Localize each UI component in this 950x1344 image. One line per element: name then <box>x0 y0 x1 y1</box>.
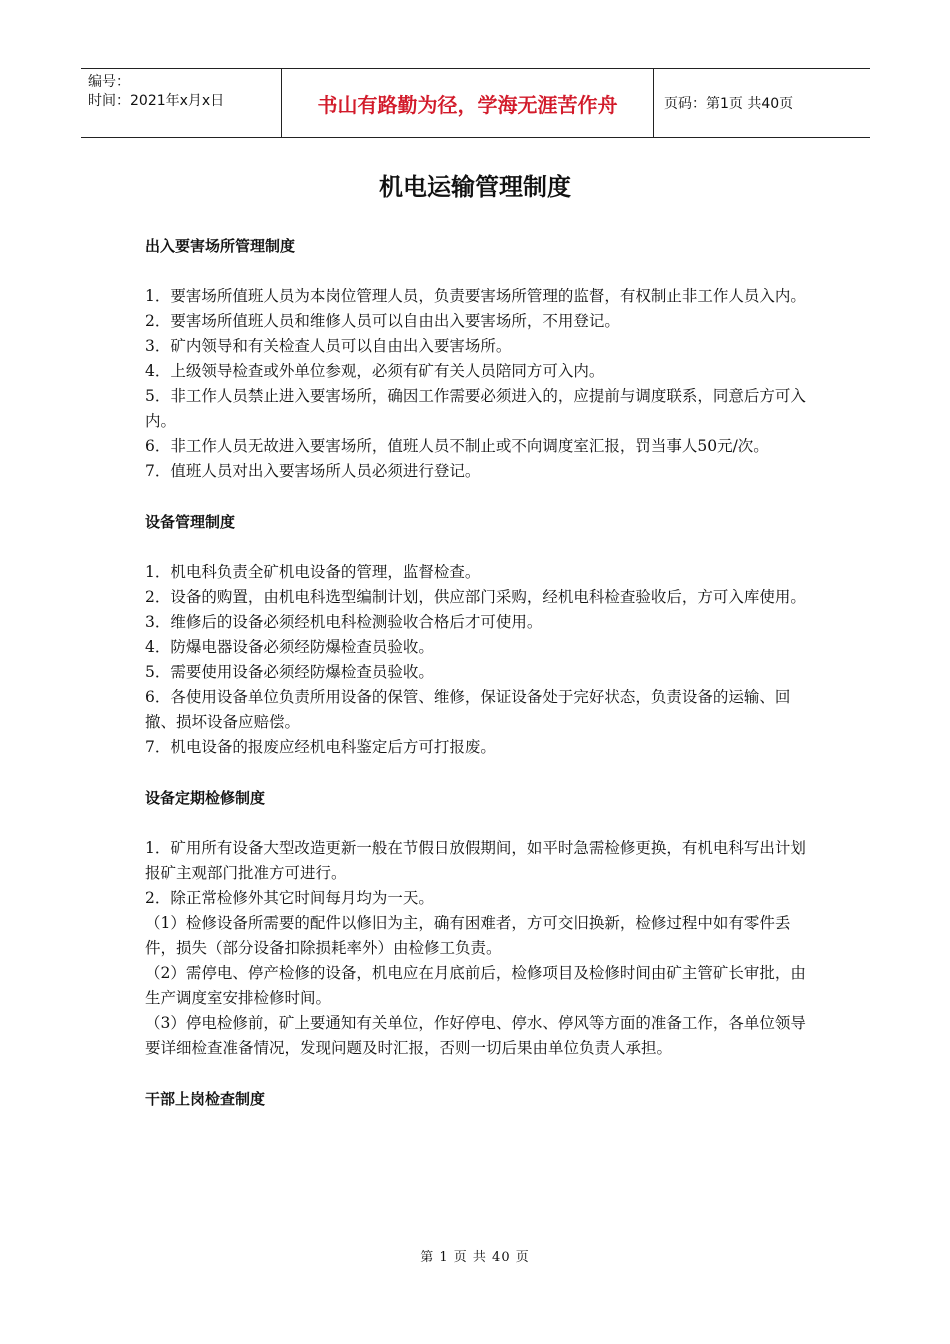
paragraph: 2．设备的购置，由机电科选型编制计划，供应部门采购，经机电科检查验收后，方可入库使用。 <box>145 588 806 606</box>
section-heading: 设备定期检修制度 <box>145 789 266 807</box>
section-heading: 出入要害场所管理制度 <box>145 237 296 255</box>
paragraph: （2）需停电、停产检修的设备，机电应在月底前后，检修项目及检修时间由矿主管矿长审批，由生产调度室安排检修时间。 <box>145 964 806 1007</box>
document-title: 机电运输管理制度 <box>379 173 571 201</box>
paragraph: 1．要害场所值班人员为本岗位管理人员，负责要害场所管理的监督，有权制止非工作人员入内。 <box>145 287 806 305</box>
time-label: 时间：2021年x月x日 <box>88 93 225 109</box>
paragraph: （1）检修设备所需要的配件以修旧为主，确有困难者，方可交旧换新，检修过程中如有零件丢件，损失（部分设备扣除损耗率外）由检修工负责。 <box>145 914 791 957</box>
section <box>145 234 820 484</box>
paragraph: 3．维修后的设备必须经机电科检测验收合格后才可使用。 <box>145 613 543 631</box>
header-page-info: 页码：第1页 共40页 <box>664 96 794 112</box>
header-motto: 书山有路勤为径，学海无涯苦作舟 <box>282 69 654 137</box>
section-heading: 设备管理制度 <box>145 513 236 531</box>
paragraph: 5．需要使用设备必须经防爆检查员验收。 <box>145 663 434 681</box>
paragraph: 1．矿用所有设备大型改造更新一般在节假日放假期间，如平时急需检修更换，有机电科写出计划报矿主观部门批准方可进行。 <box>145 839 806 882</box>
paragraph: 1．机电科负责全矿机电设备的管理，监督检查。 <box>145 563 481 581</box>
document-body <box>145 234 820 1137</box>
paragraph: 4．上级领导检查或外单位参观，必须有矿有关人员陪同方可入内。 <box>145 362 605 380</box>
paragraph: 2．除正常检修外其它时间每月均为一天。 <box>145 889 434 907</box>
section <box>145 786 820 1061</box>
paragraph: 5．非工作人员禁止进入要害场所，确因工作需要必须进入的，应提前与调度联系，同意后方可入内。 <box>145 387 806 430</box>
paragraph: 2．要害场所值班人员和维修人员可以自由出入要害场所，不用登记。 <box>145 312 620 330</box>
paragraph: 4．防爆电器设备必须经防爆检查员验收。 <box>145 638 434 656</box>
paragraph: 3．矿内领导和有关检查人员可以自由出入要害场所。 <box>145 337 512 355</box>
header-table <box>81 68 870 138</box>
paragraph: 7．机电设备的报废应经机电科鉴定后方可打报废。 <box>145 738 496 756</box>
section-heading: 干部上岗检查制度 <box>145 1090 266 1108</box>
number-label: 编号： <box>88 74 130 90</box>
page-footer: 第 1 页 共 40 页 <box>420 1250 530 1265</box>
paragraph: 6．各使用设备单位负责所用设备的保管、维修，保证设备处于完好状态，负责设备的运输、回撤、损坏设备应赔偿。 <box>145 688 791 731</box>
section <box>145 510 820 760</box>
paragraph: 6．非工作人员无故进入要害场所，值班人员不制止或不向调度室汇报，罚当事人50元/次。 <box>145 437 769 455</box>
paragraph: （3）停电检修前，矿上要通知有关单位，作好停电、停水、停风等方面的准备工作，各单位领导要详细检查准备情况，发现问题及时汇报，否则一切后果由单位负责人承担。 <box>145 1014 806 1057</box>
section <box>145 1087 820 1111</box>
header-left-cell <box>81 69 282 137</box>
paragraph: 7．值班人员对出入要害场所人员必须进行登记。 <box>145 462 481 480</box>
